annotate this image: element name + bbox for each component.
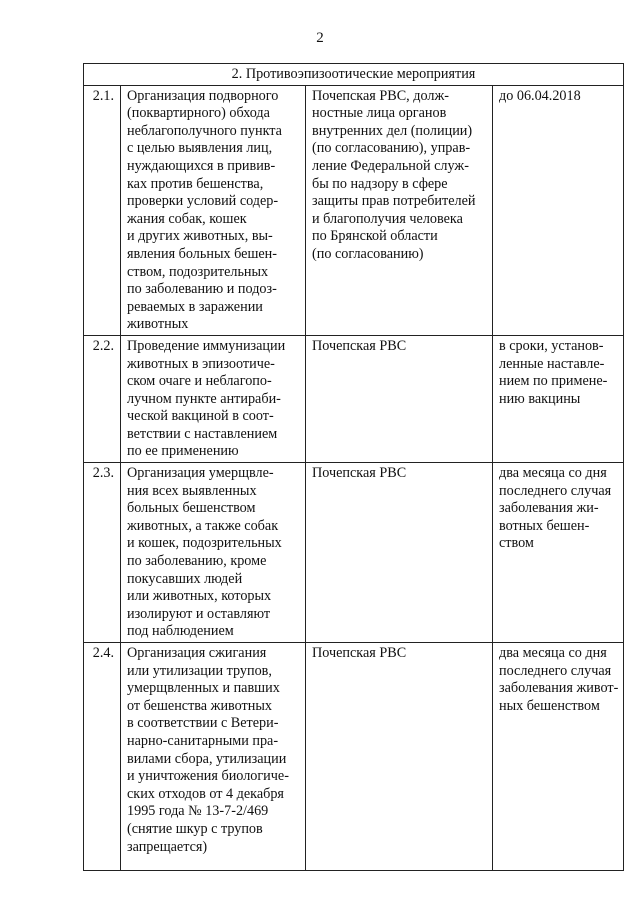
text-line: до 06.04.2018 (499, 87, 581, 104)
text-line: ках против бешенства, (127, 175, 264, 192)
text-line: от бешенства животных (127, 697, 272, 714)
text-line: (снятие шкур с трупов (127, 820, 263, 837)
text-line: по заболеванию, кроме (127, 553, 267, 570)
text-line: ветствии с наставлением (127, 425, 278, 442)
responsible-executors (306, 463, 493, 643)
text-line: (поквартирного) обхода (127, 105, 270, 122)
text-line: под наблюдением (127, 623, 234, 640)
responsible-executors (306, 85, 493, 335)
page-number: 2 (316, 30, 324, 46)
text-line: животных, а также собак (127, 517, 279, 534)
measure-description (121, 335, 306, 462)
text-line: неблагополучного пункта (127, 122, 282, 139)
text-line: явления больных бешен- (127, 245, 277, 262)
text-line: и других животных, вы- (127, 228, 273, 245)
text-line: в соответствии с Ветери- (127, 715, 279, 732)
text-line: защиты прав потребителей (312, 193, 476, 210)
deadline (493, 335, 624, 462)
text-line: последнего случая (499, 662, 612, 679)
text-line: два месяца со дня (499, 465, 607, 482)
text-line: ческой вакциной в соот- (127, 408, 274, 425)
section-header-row (84, 64, 624, 86)
text-line: вотных бешен- (499, 517, 590, 534)
item-number: 2.2. (84, 335, 121, 462)
measure-description (121, 463, 306, 643)
text-line: ством, подозрительных (127, 263, 269, 280)
deadline (493, 643, 624, 871)
text-line: и кошек, подозрительных (127, 535, 282, 552)
text-line: и уничтожения биологиче- (127, 768, 289, 785)
text-line: последнего случая (499, 482, 612, 499)
text-line: ния всех выявленных (127, 482, 257, 499)
text-line: жания собак, кошек (127, 210, 247, 227)
text-line: нуждающихся в привив- (127, 157, 276, 174)
text-line: проверки условий содер- (127, 193, 279, 210)
text-line: или животных, которых (127, 588, 272, 605)
text-line: ленные наставле- (499, 355, 605, 372)
text-line: Почепская РВС (312, 465, 407, 482)
text-line: вилами сбора, утилизации (127, 750, 287, 767)
text-line: Почепская РВС (312, 645, 407, 661)
text-line: по ее применению (127, 443, 239, 460)
text-line: ских отходов от 4 декабря (127, 785, 284, 802)
text-line: ление Федеральной служ- (312, 157, 469, 174)
measures-table (83, 63, 624, 871)
text-line: внутренних дел (полиции) (312, 122, 473, 139)
item-number: 2.1. (84, 85, 121, 335)
responsible-executors (306, 643, 493, 871)
text-line: в сроки, установ- (499, 337, 604, 354)
text-line: ством (499, 535, 534, 552)
text-line: с целью выявления лиц, (127, 140, 273, 157)
item-number: 2.4. (84, 643, 121, 871)
text-line: (по согласованию) (312, 245, 424, 262)
text-line: или утилизации трупов, (127, 662, 272, 679)
text-line: 1995 года № 13-7-2/469 (127, 803, 269, 820)
measure-description (121, 643, 306, 871)
text-line: лучном пункте антираби- (127, 390, 281, 407)
text-line: ностные лица органов (312, 105, 447, 122)
text-line: нию вакцины (499, 390, 581, 407)
text-line: умерщвленных и павших (127, 680, 280, 697)
text-line: животных (127, 316, 189, 333)
text-line: Организация умерщвле- (127, 465, 274, 482)
text-line: два месяца со дня (499, 645, 607, 661)
section-title: 2. Противоэпизоотические мероприятия (84, 64, 624, 86)
text-line: и благополучия человека (312, 210, 463, 227)
text-line: (по согласованию), управ- (312, 140, 471, 157)
table-row (84, 463, 624, 643)
text-line: по заболеванию и подоз- (127, 281, 277, 298)
text-line: изолируют и оставляют (127, 605, 271, 622)
text-line: Проведение иммунизации (127, 337, 286, 354)
text-line: Почепская РВС (312, 337, 407, 354)
text-line: больных бешенством (127, 500, 256, 517)
text-line: заболевания живот- (499, 680, 619, 697)
measure-description (121, 85, 306, 335)
text-line: животных в эпизоотиче- (127, 355, 275, 372)
text-line: по Брянской области (312, 228, 438, 245)
text-line: покусавших людей (127, 570, 243, 587)
table-row (84, 85, 624, 335)
text-line: нарно-санитарными пра- (127, 732, 279, 749)
text-line: Организация сжигания (127, 645, 267, 661)
text-line: запрещается) (127, 838, 208, 855)
text-line: заболевания жи- (499, 500, 599, 517)
text-line: Почепская РВС, долж- (312, 87, 449, 104)
text-line: ском очаге и неблагопо- (127, 373, 272, 390)
table-row (84, 643, 624, 871)
text-line: нием по примене- (499, 373, 608, 390)
text-line: ных бешенством (499, 697, 600, 714)
text-line: реваемых в заражении (127, 298, 263, 315)
text-line: бы по надзору в сфере (312, 175, 448, 192)
text-line: Организация подворного (127, 87, 279, 104)
responsible-executors (306, 335, 493, 462)
deadline (493, 85, 624, 335)
deadline (493, 463, 624, 643)
item-number: 2.3. (84, 463, 121, 643)
table-row (84, 335, 624, 462)
